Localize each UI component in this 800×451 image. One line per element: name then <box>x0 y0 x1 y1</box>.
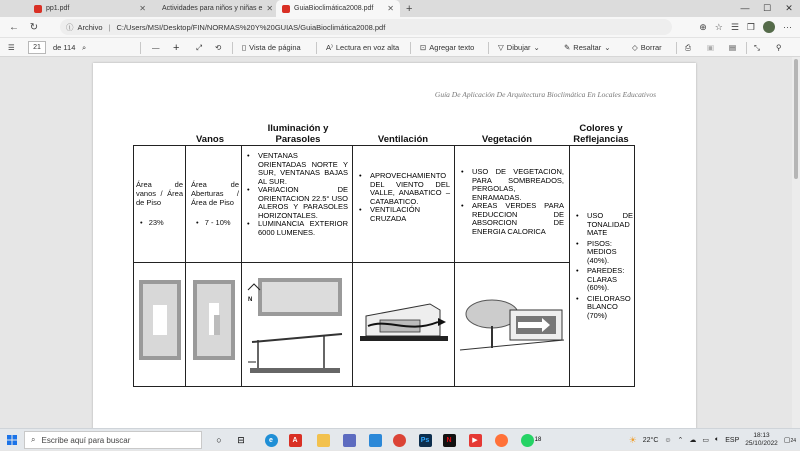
address-bar <box>0 17 800 37</box>
widgets-icon[interactable]: ⊟ <box>237 434 245 445</box>
page-view-icon: ▯ <box>242 43 247 52</box>
list-item: • CIELORASO BLANCO (70%) <box>573 295 633 321</box>
weather-temp[interactable]: 22°C <box>642 436 659 444</box>
table-divider <box>454 146 455 386</box>
explorer-app[interactable] <box>314 429 332 451</box>
erase-button[interactable] <box>632 38 662 57</box>
acrobat-app[interactable] <box>286 429 304 451</box>
task-view-icon[interactable]: ○ <box>216 435 222 445</box>
highlight-button[interactable] <box>564 38 611 57</box>
clock-time: 18:13 <box>753 432 770 439</box>
read-aloud-button[interactable] <box>326 38 399 57</box>
photoshop-icon: Ps <box>419 434 432 447</box>
bioclimatic-table <box>133 145 635 387</box>
whatsapp-app[interactable] <box>518 429 544 451</box>
info-icon[interactable]: ⓘ <box>66 22 74 32</box>
zoom-out-button[interactable]: — <box>152 43 160 52</box>
divider <box>232 42 233 54</box>
erase-label: Borrar <box>640 43 662 52</box>
acrobat-icon: A <box>289 434 302 447</box>
close-icon[interactable]: ✕ <box>266 4 274 13</box>
minimize-button[interactable]: — <box>740 3 750 13</box>
user-icon[interactable]: ☺ <box>664 436 672 444</box>
vanos-piso-value-item: • 23% <box>140 218 164 227</box>
divider <box>488 42 489 54</box>
vanos-piso-label: Área de vanos / Área de Piso <box>136 180 183 207</box>
pdf-icon <box>34 5 42 13</box>
store-app[interactable] <box>366 429 384 451</box>
firefox-app[interactable] <box>492 429 510 451</box>
chevron-down-icon[interactable]: ⌄ <box>533 43 540 52</box>
edge-icon: e <box>265 434 278 447</box>
tab-pp1[interactable] <box>28 0 152 17</box>
fit-icon[interactable]: ⤢ <box>196 42 202 52</box>
ventilacion-list <box>356 172 450 223</box>
netflix-app[interactable] <box>440 429 458 451</box>
url-field[interactable] <box>60 19 672 35</box>
page-total: de 114 <box>53 43 76 52</box>
add-text-label: Agregar texto <box>429 43 475 52</box>
list-item: • USO DE TONALIDAD MATE <box>573 212 633 238</box>
column-header-vegetacion: Vegetación <box>481 134 533 145</box>
page-view-button[interactable] <box>242 38 301 57</box>
vegetacion-list <box>458 168 564 236</box>
notification-badge: 24 <box>790 438 796 444</box>
eraser-icon: ◇ <box>632 43 638 52</box>
vertical-scrollbar[interactable] <box>792 57 800 428</box>
close-window-button[interactable]: ✕ <box>785 3 793 13</box>
chevron-down-icon[interactable]: ⌄ <box>604 43 611 52</box>
firefox-icon <box>495 434 508 447</box>
find-icon[interactable]: ⌕ <box>82 42 87 52</box>
zoom-icon[interactable]: ⊕ <box>699 21 707 32</box>
save-as-icon[interactable]: ▤ <box>729 43 737 52</box>
collections-icon[interactable]: ❐ <box>746 21 755 32</box>
draw-button[interactable] <box>498 38 540 57</box>
read-aloud-icon: A⁾ <box>326 43 333 52</box>
favorites-list-icon[interactable]: ☰ <box>730 21 739 32</box>
column-header-colores: Colores y Reflejancias <box>573 123 629 145</box>
divider <box>140 42 141 54</box>
list-item: • PISOS: MEDIOS (40%). <box>573 240 633 266</box>
profile-avatar[interactable] <box>763 21 775 33</box>
windows-icon <box>7 435 17 445</box>
tab-actividades[interactable] <box>152 0 276 17</box>
window-controls <box>734 0 800 17</box>
table-divider <box>352 146 353 386</box>
url-text: C:/Users/MSI/Desktop/FIN/NORMAS%20Y%20GUIAS/GuiaBioclimática2008.pdf <box>116 22 386 32</box>
highlight-icon: ✎ <box>564 43 571 52</box>
language-indicator[interactable]: ESP <box>725 436 740 444</box>
volume-icon[interactable]: 🔈︎ <box>715 436 720 443</box>
notifications-icon[interactable]: ▢24 <box>783 437 796 444</box>
highlight-label: Resaltar <box>573 43 602 52</box>
vanos-piso-value: 23% <box>148 218 164 227</box>
orientation-diagram <box>246 276 350 376</box>
ventilation-diagram <box>358 296 450 356</box>
photoshop-app[interactable] <box>416 429 434 451</box>
system-tray <box>629 429 796 451</box>
pdf-page <box>93 63 696 433</box>
taskbar-search[interactable] <box>24 431 202 449</box>
list-item: • AREAS VERDES PARA REDUCCION DE ABSORCION DE ENERGIA CALORICA <box>458 202 564 236</box>
divider <box>676 42 677 54</box>
more-icon[interactable]: ··· <box>783 22 792 32</box>
zoom-in-button[interactable]: + <box>173 41 180 54</box>
iluminacion-list <box>244 152 348 237</box>
divider <box>316 42 317 54</box>
column-header-vanos: Vanos <box>196 134 224 145</box>
close-icon[interactable]: ✕ <box>387 4 394 13</box>
list-item: • USO DE VEGETACION, PARA SOMBREADOS, PERGOLAS, ENRAMADAS. <box>458 168 564 202</box>
list-item: • VENTANAS ORIENTADAS NORTE Y SUR, VENTANAS BAJAS AL SUR. <box>244 152 348 186</box>
contents-icon[interactable]: ☰ <box>8 43 15 52</box>
aberturas-piso-value: 7 - 10% <box>204 218 231 227</box>
url-separator: | <box>108 22 111 32</box>
add-text-button[interactable] <box>420 38 474 57</box>
print-icon[interactable]: ⎙ <box>685 42 691 52</box>
onedrive-icon[interactable]: ☁ <box>689 437 697 444</box>
draw-label: Dibujar <box>506 43 531 52</box>
document-header: Guía De Aplicación De Arquitectura Bioclimática En Locales Educativos <box>434 90 656 99</box>
read-aloud-label: Lectura en voz alta <box>335 43 400 52</box>
tab-label: GuiaBioclimática2008.pdf <box>294 5 374 12</box>
folder-icon <box>317 434 330 447</box>
list-item: • VENTILACIÓN CRUZADA <box>356 206 450 223</box>
list-item: • VARIACION DE ORIENTACION 22.5° USO ALEROS Y PARASOLES HORIZONTALES. <box>244 186 348 220</box>
browser-actions <box>699 19 792 35</box>
whatsapp-icon <box>521 434 534 447</box>
tab-label: pp1.pdf <box>46 5 70 12</box>
aberturas-piso-label: Área de Aberturas / Área de Piso <box>191 180 239 207</box>
document-viewport[interactable] <box>0 57 800 428</box>
draw-icon: ▽ <box>498 43 504 52</box>
url-prefix: Archivo <box>77 22 103 32</box>
network-icon[interactable]: ▭ <box>702 437 710 444</box>
scroll-thumb[interactable] <box>794 59 798 179</box>
media-icon: ▶ <box>469 434 482 447</box>
table-divider <box>241 146 242 386</box>
table-divider <box>185 146 186 386</box>
add-text-icon: ⊡ <box>420 43 427 52</box>
column-header-iluminacion: Iluminación y Parasoles <box>267 123 329 145</box>
divider <box>410 42 411 54</box>
media-app[interactable] <box>466 429 484 451</box>
favorite-icon[interactable]: ☆ <box>714 21 723 32</box>
page-number-input[interactable]: 21 <box>28 41 46 54</box>
calendar-app[interactable] <box>340 429 358 451</box>
chrome-icon <box>393 434 406 447</box>
chevron-up-icon[interactable]: ⌃ <box>677 437 684 444</box>
store-icon <box>369 434 382 447</box>
aberturas-piso-value-item: • 7 - 10% <box>196 218 231 227</box>
maximize-button[interactable]: ☐ <box>762 3 772 13</box>
whatsapp-badge: 18 <box>534 437 542 443</box>
close-icon[interactable]: ✕ <box>139 4 146 13</box>
back-button[interactable]: ← <box>9 21 19 33</box>
vegetation-diagram <box>458 296 566 366</box>
list-item: • LUMINANCIA EXTERIOR 6000 LUMENES. <box>244 220 348 237</box>
calendar-icon <box>343 434 356 447</box>
list-item: • PAREDES: CLARAS (60%). <box>573 267 633 293</box>
netflix-icon: N <box>443 434 456 447</box>
list-item: • APROVECHAMIENTO DEL VIENTO DEL VALLE, ANABATICO – CATABATICO. <box>356 172 450 206</box>
pdf-toolbar <box>0 37 800 57</box>
search-placeholder: Escribe aquí para buscar <box>41 435 131 445</box>
weather-icon[interactable]: ☀ <box>628 434 637 445</box>
clock-date: 25/10/2022 <box>745 440 778 447</box>
pin-toolbar-icon[interactable]: ⚲ <box>776 43 782 52</box>
colores-list <box>573 212 633 320</box>
chrome-app[interactable] <box>390 429 408 451</box>
column-header-ventilacion: Ventilación <box>377 134 429 145</box>
vanos-diagram <box>138 279 182 361</box>
search-icon: ⌕ <box>31 435 36 444</box>
refresh-button[interactable]: ↻ <box>29 21 39 33</box>
north-label: N <box>248 297 253 303</box>
clock[interactable] <box>745 432 778 448</box>
table-divider <box>569 146 570 386</box>
tab-strip <box>0 0 800 17</box>
new-tab-button[interactable]: + <box>406 2 413 15</box>
aberturas-diagram <box>192 279 236 361</box>
edge-app[interactable] <box>262 429 280 451</box>
rotate-icon[interactable]: ⟲ <box>215 43 222 52</box>
tab-label: Actividades para niños y niñas e <box>162 5 263 12</box>
tab-guia[interactable] <box>276 0 400 17</box>
save-icon[interactable]: ▣ <box>707 43 715 52</box>
start-button[interactable] <box>4 429 20 451</box>
divider <box>746 42 747 54</box>
page-view-label: Vista de página <box>249 43 301 52</box>
pdf-icon <box>282 5 290 13</box>
table-divider <box>134 262 569 263</box>
taskbar <box>0 428 800 450</box>
fullscreen-icon[interactable]: ⤡ <box>754 42 760 52</box>
